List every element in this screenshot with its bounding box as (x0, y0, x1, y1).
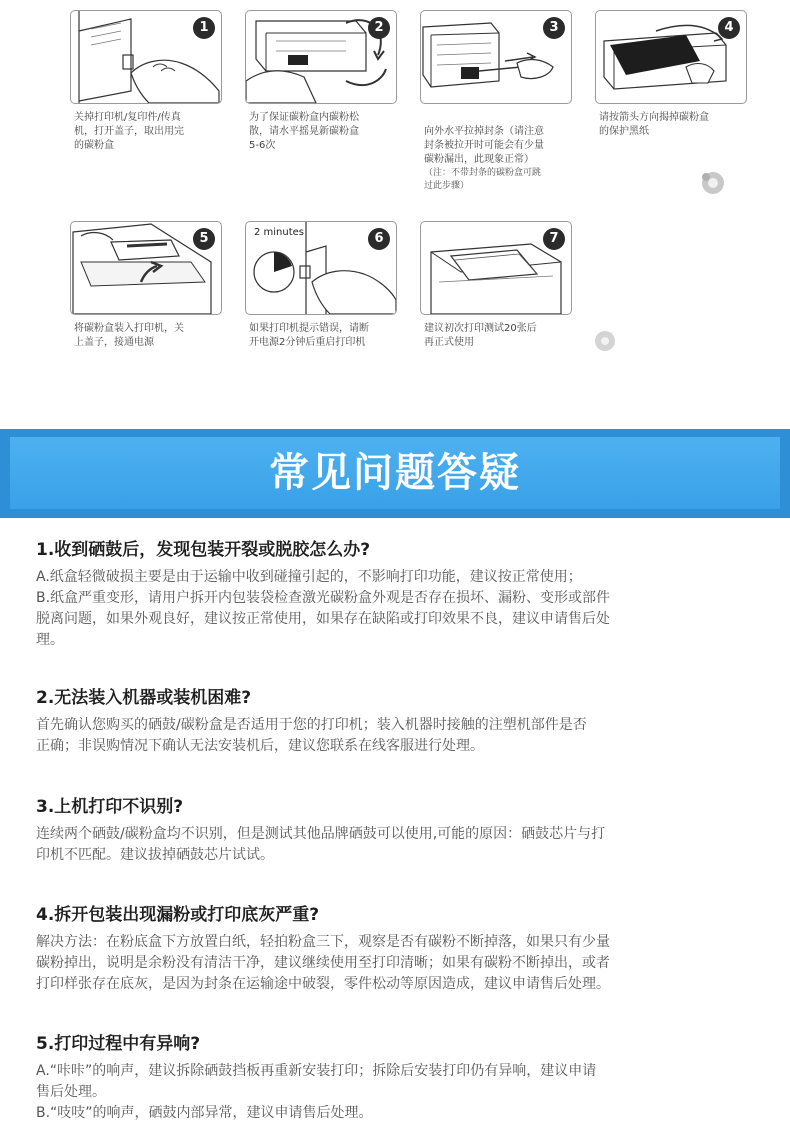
step-3-text: 向外水平拉掉封条（请注意 封条被拉开时可能会有少量 碳粉漏出，此现象正常） (424, 126, 544, 165)
step-number-badge: 1 (193, 17, 215, 39)
faq-answer: A.“咔咔”的响声，建议拆除硒鼓挡板再重新安装打印；拆除后安装打印仍有异响，建议申请 售后处理。 B.“吱吱”的响声，硒鼓内部异常，建议申请售后处理。 (36, 1063, 597, 1121)
step-3-caption (424, 111, 574, 207)
faq-answer: A.纸盒轻微破损主要是由于运输中收到碰撞引起的，不影响打印功能，建议按正常使用； B.纸盒严重变形，请用户拆开内包装袋检查激光碳粉盒外观是否存在损坏、漏粉、变形或部件 脱离问题，如果外观良好，建议按正常使用，如果存在缺陷或打印效果不良，建议申请售后处 理。 (36, 569, 611, 648)
decorative-gear-icon (698, 168, 728, 198)
step-5-caption: 将碳粉盒装入打印机，关 上盖子，接通电源 (74, 323, 184, 348)
faq-item (36, 686, 766, 757)
step-5-illustration (70, 221, 222, 315)
step-3-note: （注：不带封条的碳粉盒可跳 过此步骤） (424, 168, 542, 191)
step-1-illustration (70, 10, 222, 104)
step-2-illustration (245, 10, 397, 104)
faq-banner (0, 429, 790, 518)
timer-label: 2 minutes (254, 227, 305, 238)
faq-question: 1.收到硒鼓后，发现包装开裂或脱胶怎么办? (36, 540, 371, 560)
faq-item (36, 538, 766, 651)
faq-item (36, 903, 766, 995)
step-number-badge: 4 (718, 17, 740, 39)
faq-answer: 连续两个硒鼓/碳粉盒均不识别，但是测试其他品牌硒鼓可以使用,可能的原因：硒鼓芯片与打 印机不匹配。建议拔掉硒鼓芯片试试。 (36, 826, 606, 863)
faq-question: 3.上机打印不识别? (36, 797, 184, 817)
faq-answer: 解决方法：在粉底盒下方放置白纸，轻拍粉盒三下，观察是否有碳粉不断掉落，如果只有少量 碳粉掉出，说明是余粉没有清洁干净，建议继续使用至打印清晰；如果有碳粉不断掉出，或者 打印样张存在底灰，是因为封条在运输途中破裂，零件松动等原因造成，建议申请售后处理。 (36, 934, 610, 992)
step-number-badge: 3 (543, 17, 565, 39)
faq-item (36, 1032, 766, 1124)
step-6-illustration (245, 221, 397, 315)
step-number-badge: 7 (543, 228, 565, 250)
faq-question: 2.无法装入机器或装机困难? (36, 688, 252, 708)
faq-item (36, 795, 766, 866)
decorative-circle-icon (592, 328, 618, 354)
step-4-caption: 请按箭头方向揭掉碳粉盒 的保护黑纸 (599, 112, 709, 137)
step-number-badge: 5 (193, 228, 215, 250)
step-7-caption: 建议初次打印测试20张后 再正式使用 (424, 323, 537, 348)
step-number-badge: 6 (368, 228, 390, 250)
step-2-caption: 为了保证碳粉盒内碳粉松 散，请水平摇晃新碳粉盒 5-6次 (249, 112, 359, 151)
step-3-illustration (420, 10, 572, 104)
faq-question: 4.拆开包装出现漏粉或打印底灰严重? (36, 905, 320, 925)
faq-answer: 首先确认您购买的硒鼓/碳粉盒是否适用于您的打印机；装入机器时接触的注塑机部件是否 正确；非误购情况下确认无法安装机后，建议您联系在线客服进行处理。 (36, 717, 587, 754)
faq-title: 常见问题答疑 (269, 450, 521, 496)
faq-question: 5.打印过程中有异响? (36, 1034, 201, 1054)
step-number-badge: 2 (368, 17, 390, 39)
step-6-caption: 如果打印机提示错误，请断 开电源2分钟后重启打印机 (249, 323, 369, 348)
step-7-illustration (420, 221, 572, 315)
step-1-caption: 关掉打印机/复印件/传真 机，打开盖子，取出用完 的碳粉盒 (74, 112, 184, 151)
step-4-illustration (595, 10, 747, 104)
installation-steps (0, 0, 790, 400)
